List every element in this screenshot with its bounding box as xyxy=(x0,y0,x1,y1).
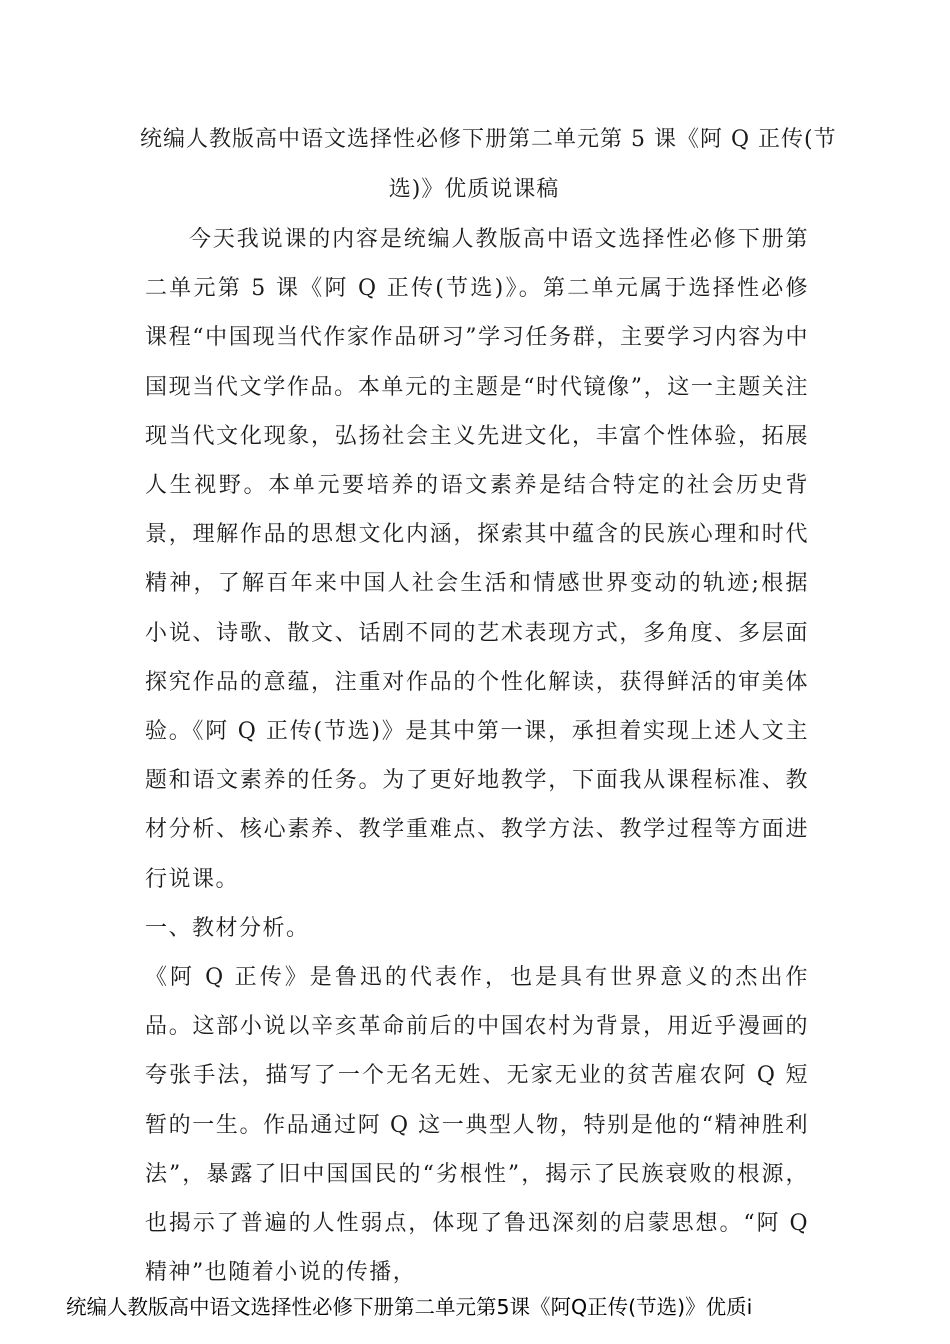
document-body xyxy=(145,215,809,1297)
intro-paragraph: 今天我说课的内容是统编人教版高中语文选择性必修下册第二单元第 5 课《阿 Q 正传(节选)》。第二单元属于选择性必修课程“中国现当代作家作品研习”学习任务群，主要学习内容为中国现当代文学作品。本单元的主题是“时代镜像”，这一主题关注现当代文化现象，弘扬社会主义先进文化，丰富个性体验，拓展人生视野。本单元要培养的语文素养是结合特定的社会历史背景，理解作品的思想文化内涵，探索其中蕴含的民族心理和时代精神，了解百年来中国人社会生活和情感世界变动的轨迹;根据小说、诗歌、散文、话剧不同的艺术表现方式，多角度、多层面探究作品的意蕴，注重对作品的个性化解读，获得鲜活的审美体验。《阿 Q 正传(节选)》是其中第一课，承担着实现上述人文主题和语文素养的任务。为了更好地教学，下面我从课程标准、教材分析、核心素养、教学重难点、教学方法、教学过程等方面进行说课。 xyxy=(145,227,809,892)
document-title-line-2: 选)》优质说课稿 xyxy=(388,177,560,202)
document-title-line-1: 统编人教版高中语文选择性必修下册第二单元第 5 课《阿 Q 正传(节 xyxy=(140,127,837,152)
page-footer: 统编人教版高中语文选择性必修下册第二单元第5课《阿Q正传(节选)》优质i xyxy=(66,1295,753,1319)
analysis-paragraph: 《阿 Q 正传》是鲁迅的代表作，也是具有世界意义的杰出作品。这部小说以辛亥革命前后的中国农村为背景，用近乎漫画的夸张手法，描写了一个无名无姓、无家无业的贫苦雇农阿 Q 短暂的一生。作品通过阿 Q 这一典型人物，特别是他的“精神胜利法”，暴露了旧中国国民的“劣根性”，揭示了民族衰败的根源，也揭示了普遍的人性弱点，体现了鲁迅深刻的启蒙思想。“阿 Q 精神”也随着小说的传播， xyxy=(145,965,809,1286)
section-heading: 一、教材分析。 xyxy=(145,915,310,941)
